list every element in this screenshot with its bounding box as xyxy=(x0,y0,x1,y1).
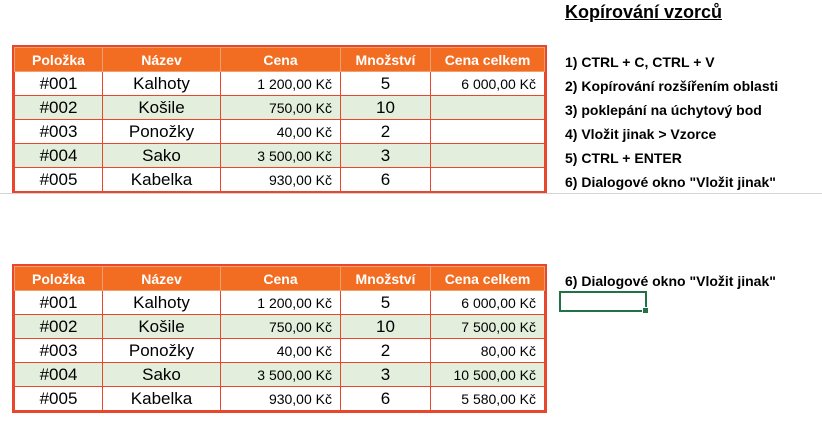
cell-cena-celkem[interactable] xyxy=(431,120,545,144)
section-divider xyxy=(0,193,822,194)
cell-cena-celkem[interactable]: 7 500,00 Kč xyxy=(431,315,545,339)
table-row xyxy=(15,96,545,120)
cell-mnozstvi[interactable]: 2 xyxy=(341,339,431,363)
cell-cena-celkem[interactable] xyxy=(431,96,545,120)
cell-nazev[interactable]: Ponožky xyxy=(103,339,221,363)
cell-polozka[interactable]: #004 xyxy=(15,363,103,387)
step-item: 5) CTRL + ENTER xyxy=(565,150,682,166)
header-nazev[interactable]: Název xyxy=(103,267,221,291)
fill-handle[interactable] xyxy=(642,307,649,314)
cell-mnozstvi[interactable]: 3 xyxy=(341,144,431,168)
cell-mnozstvi[interactable]: 2 xyxy=(341,120,431,144)
page-title: Kopírování vzorců xyxy=(565,2,723,22)
cell-nazev[interactable]: Ponožky xyxy=(103,120,221,144)
cell-polozka[interactable]: #001 xyxy=(15,72,103,96)
cell-polozka[interactable]: #003 xyxy=(15,339,103,363)
cell-nazev[interactable]: Kalhoty xyxy=(103,72,221,96)
step-item: 1) CTRL + C, CTRL + V xyxy=(565,54,715,70)
header-nazev[interactable]: Název xyxy=(103,48,221,72)
cell-cena[interactable]: 1 200,00 Kč xyxy=(221,291,341,315)
cell-nazev[interactable]: Sako xyxy=(103,363,221,387)
cell-cena[interactable]: 1 200,00 Kč xyxy=(221,72,341,96)
cell-polozka[interactable]: #005 xyxy=(15,168,103,192)
cell-cena-celkem[interactable] xyxy=(431,144,545,168)
cell-cena-celkem[interactable]: 6 000,00 Kč xyxy=(431,291,545,315)
cell-cena-celkem[interactable]: 6 000,00 Kč xyxy=(431,72,545,96)
header-mnozstvi[interactable]: Množství xyxy=(341,267,431,291)
cell-mnozstvi[interactable]: 10 xyxy=(341,315,431,339)
cell-cena-celkem[interactable]: 80,00 Kč xyxy=(431,339,545,363)
cell-cena[interactable]: 40,00 Kč xyxy=(221,339,341,363)
step-item: 2) Kopírování rozšířením oblasti xyxy=(565,78,779,94)
cell-cena[interactable]: 750,00 Kč xyxy=(221,96,341,120)
header-row xyxy=(15,267,545,291)
header-cena[interactable]: Cena xyxy=(221,267,341,291)
cell-cena[interactable]: 930,00 Kč xyxy=(221,168,341,192)
cell-polozka[interactable]: #001 xyxy=(15,291,103,315)
table-row xyxy=(15,339,545,363)
cell-cena-celkem[interactable]: 5 580,00 Kč xyxy=(431,387,545,411)
cell-mnozstvi[interactable]: 5 xyxy=(341,72,431,96)
cell-nazev[interactable]: Kabelka xyxy=(103,168,221,192)
table-row xyxy=(15,120,545,144)
table-row xyxy=(15,315,545,339)
cell-nazev[interactable]: Kalhoty xyxy=(103,291,221,315)
cell-polozka[interactable]: #004 xyxy=(15,144,103,168)
header-cena-celkem[interactable]: Cena celkem xyxy=(431,48,545,72)
step-item: 4) Vložit jinak > Vzorce xyxy=(565,126,717,142)
cell-nazev[interactable]: Sako xyxy=(103,144,221,168)
header-polozka[interactable]: Položka xyxy=(15,48,103,72)
table-row xyxy=(15,291,545,315)
header-cena[interactable]: Cena xyxy=(221,48,341,72)
cell-cena[interactable]: 40,00 Kč xyxy=(221,120,341,144)
step-item: 6) Dialogové okno "Vložit jinak" xyxy=(565,174,776,190)
cell-mnozstvi[interactable]: 3 xyxy=(341,363,431,387)
header-row xyxy=(15,48,545,72)
cell-cena-celkem[interactable] xyxy=(431,168,545,192)
step-6-label: 6) Dialogové okno "Vložit jinak" xyxy=(565,273,776,289)
cell-mnozstvi[interactable]: 5 xyxy=(341,291,431,315)
cell-polozka[interactable]: #002 xyxy=(15,96,103,120)
cell-mnozstvi[interactable]: 6 xyxy=(341,387,431,411)
table-row xyxy=(15,72,545,96)
active-cell-selection[interactable] xyxy=(559,291,647,312)
cell-polozka[interactable]: #003 xyxy=(15,120,103,144)
table-row xyxy=(15,387,545,411)
cell-cena-celkem[interactable]: 10 500,00 Kč xyxy=(431,363,545,387)
steps-list xyxy=(565,50,778,194)
table-row xyxy=(15,363,545,387)
table-row xyxy=(15,168,545,192)
header-cena-celkem[interactable]: Cena celkem xyxy=(431,267,545,291)
header-polozka[interactable]: Položka xyxy=(15,267,103,291)
cell-cena[interactable]: 3 500,00 Kč xyxy=(221,363,341,387)
cell-nazev[interactable]: Kabelka xyxy=(103,387,221,411)
cell-mnozstvi[interactable]: 6 xyxy=(341,168,431,192)
cell-polozka[interactable]: #002 xyxy=(15,315,103,339)
cell-cena[interactable]: 3 500,00 Kč xyxy=(221,144,341,168)
cell-cena[interactable]: 930,00 Kč xyxy=(221,387,341,411)
cell-mnozstvi[interactable]: 10 xyxy=(341,96,431,120)
cell-nazev[interactable]: Košile xyxy=(103,96,221,120)
products-table-result xyxy=(14,266,545,411)
cell-polozka[interactable]: #005 xyxy=(15,387,103,411)
cell-cena[interactable]: 750,00 Kč xyxy=(221,315,341,339)
table-row xyxy=(15,144,545,168)
cell-nazev[interactable]: Košile xyxy=(103,315,221,339)
step-item: 3) poklepání na úchytový bod xyxy=(565,102,762,118)
header-mnozstvi[interactable]: Množství xyxy=(341,48,431,72)
products-table-source xyxy=(14,47,545,192)
